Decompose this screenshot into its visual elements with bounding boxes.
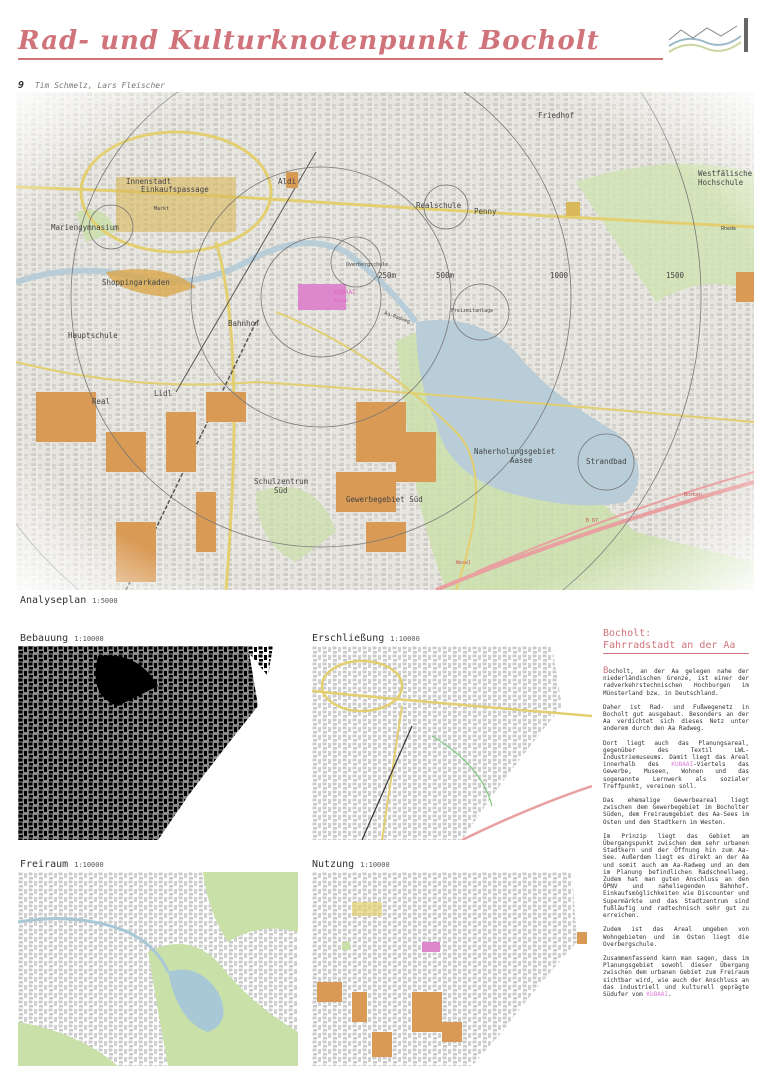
map-nutzung	[312, 872, 592, 1066]
label-penny: Penny	[474, 207, 497, 216]
label-lidl: Lidl	[154, 389, 173, 398]
label-markt: Markt	[154, 206, 170, 212]
label-aldi: Aldi	[278, 177, 297, 186]
label-shoppingarkaden: Shoppingarkaden	[102, 278, 170, 287]
label-500m: 500m	[436, 271, 455, 280]
label-wesel: Wesel	[456, 560, 472, 566]
label-innenstadt: Innenstadt	[126, 177, 172, 186]
label-realschule: Realschule	[416, 201, 462, 210]
paragraph-7: Zusammenfassend kann man sagen, dass im Planungsgebiet sowohl dieser Übergang zwischen dem urbanen Gebiet zum Freiraum sichtbar wird, wie auch der Anschluss an das industriell und kulturell geprägte Südufer vom KUBAAI.	[603, 954, 749, 998]
label-b67: B 67	[586, 518, 599, 524]
erschliessung-caption: Erschließung 1:10000	[312, 633, 420, 644]
label-kubaai: KUBAAI	[334, 289, 356, 296]
nutzung-caption: Nutzung 1:10000	[312, 859, 390, 870]
label-overbergschule: Overbergschule	[346, 262, 389, 268]
map-freiraum	[18, 872, 298, 1066]
label-naherholung: Naherholungsgebiet Aasee	[474, 447, 556, 465]
text-column	[603, 628, 749, 1005]
map-bebauung	[18, 646, 298, 840]
label-gewerbegebiet: Gewerbegebiet Süd	[346, 495, 423, 504]
authors-line	[18, 80, 165, 91]
paragraph-1: Bocholt, an der Aa gelegen nahe der niederländischen Grenze, ist einer der radverkehrstechnischen Hochburgen im Münsterland bzw. in Deutschland.	[603, 666, 749, 697]
label-1000: 1000	[550, 271, 569, 280]
label-aaradweg: Aa-Radweg	[383, 310, 411, 326]
label-schulzentrum: Schulzentrum Süd	[254, 477, 309, 495]
label-mariengymnasium: Mariengymnasium	[51, 223, 119, 232]
label-hauptschule: Hauptschule	[68, 331, 118, 340]
paragraph-6: Zudem ist das Areal umgeben von Wohngebieten und im Osten liegt die Overbergschule.	[603, 926, 749, 948]
paragraph-3: Dort liegt auch das Planungsareal, gegenüber des Textil LWL-Industriemuseums. Damit liegt das Areal innerhalb des KUBAAI-Viertels das Gewerbe, Museen, Wohnen und das sogenannte Lernwerk als sozialer Treffpunkt, vereinen soll.	[603, 739, 749, 790]
label-borken: Borken	[684, 492, 703, 498]
label-museum: Museum	[334, 298, 349, 303]
page-number: 9	[18, 80, 25, 91]
text-heading: Bocholt: Fahrradstadt an der Aa	[603, 628, 749, 654]
label-hochschule: Westfälische Hochschule	[698, 169, 753, 187]
paragraph-2: Daher ist Rad- und Fußwegenetz in Bocholt gut ausgebaut. Besonders an der Aa verdichtet sich dieses Netz unter anderem durch den Aa Radweg.	[603, 703, 749, 733]
label-bahnhof: Bahnhof	[228, 319, 260, 328]
bebauung-caption: Bebauung 1:10000	[20, 633, 104, 644]
label-rhede: Rhede	[721, 226, 737, 232]
label-freizeitanlage: Freizeitanlage	[451, 308, 494, 314]
analysis-map	[16, 92, 754, 590]
label-einkaufspassage: Einkaufspassage	[141, 185, 209, 194]
paragraph-5: Im Prinzip liegt das Gebiet am Übergangspunkt zwischen dem sehr urbanen Stadtkern und der Öffnung hin zum Aa-See. Außerdem liegt es direkt an der Aa und somit auch am Aa-Radweg und an dem im Planung befindlichen Radschnellweg. Zudem hat man guten Anschluss an den ÖPNV und naheliegenden Bahnhof. Einkaufsmöglichkeiten wie Discounter und Supermärkte und das Stadtzentrum sind fußläufig und radtechnisch sehr gut zu erreichen.	[603, 832, 749, 920]
label-250m: 250m	[378, 271, 397, 280]
main-map-caption: Analyseplan 1:5000	[20, 595, 118, 606]
label-real: Real	[92, 397, 111, 406]
map-erschliessung	[312, 646, 592, 840]
label-1500: 1500	[666, 271, 685, 280]
authors: Tim Schmelz, Lars Fleischer	[34, 81, 165, 90]
logo-icon	[667, 16, 753, 66]
label-friedhof: Friedhof	[538, 111, 575, 120]
freiraum-caption: Freiraum 1:10000	[20, 859, 104, 870]
paragraph-4: Das ehemalige Gewerbeareal liegt zwischen dem Gewerbegebiet im Bocholter Süden, dem Freiraumgebiet des Aa-Sees im Osten und dem Stadtkern im Westen.	[603, 797, 749, 826]
label-strandbad: Strandbad	[586, 457, 627, 466]
poster-title: Rad- und Kulturknotenpunkt Bocholt	[18, 26, 663, 60]
